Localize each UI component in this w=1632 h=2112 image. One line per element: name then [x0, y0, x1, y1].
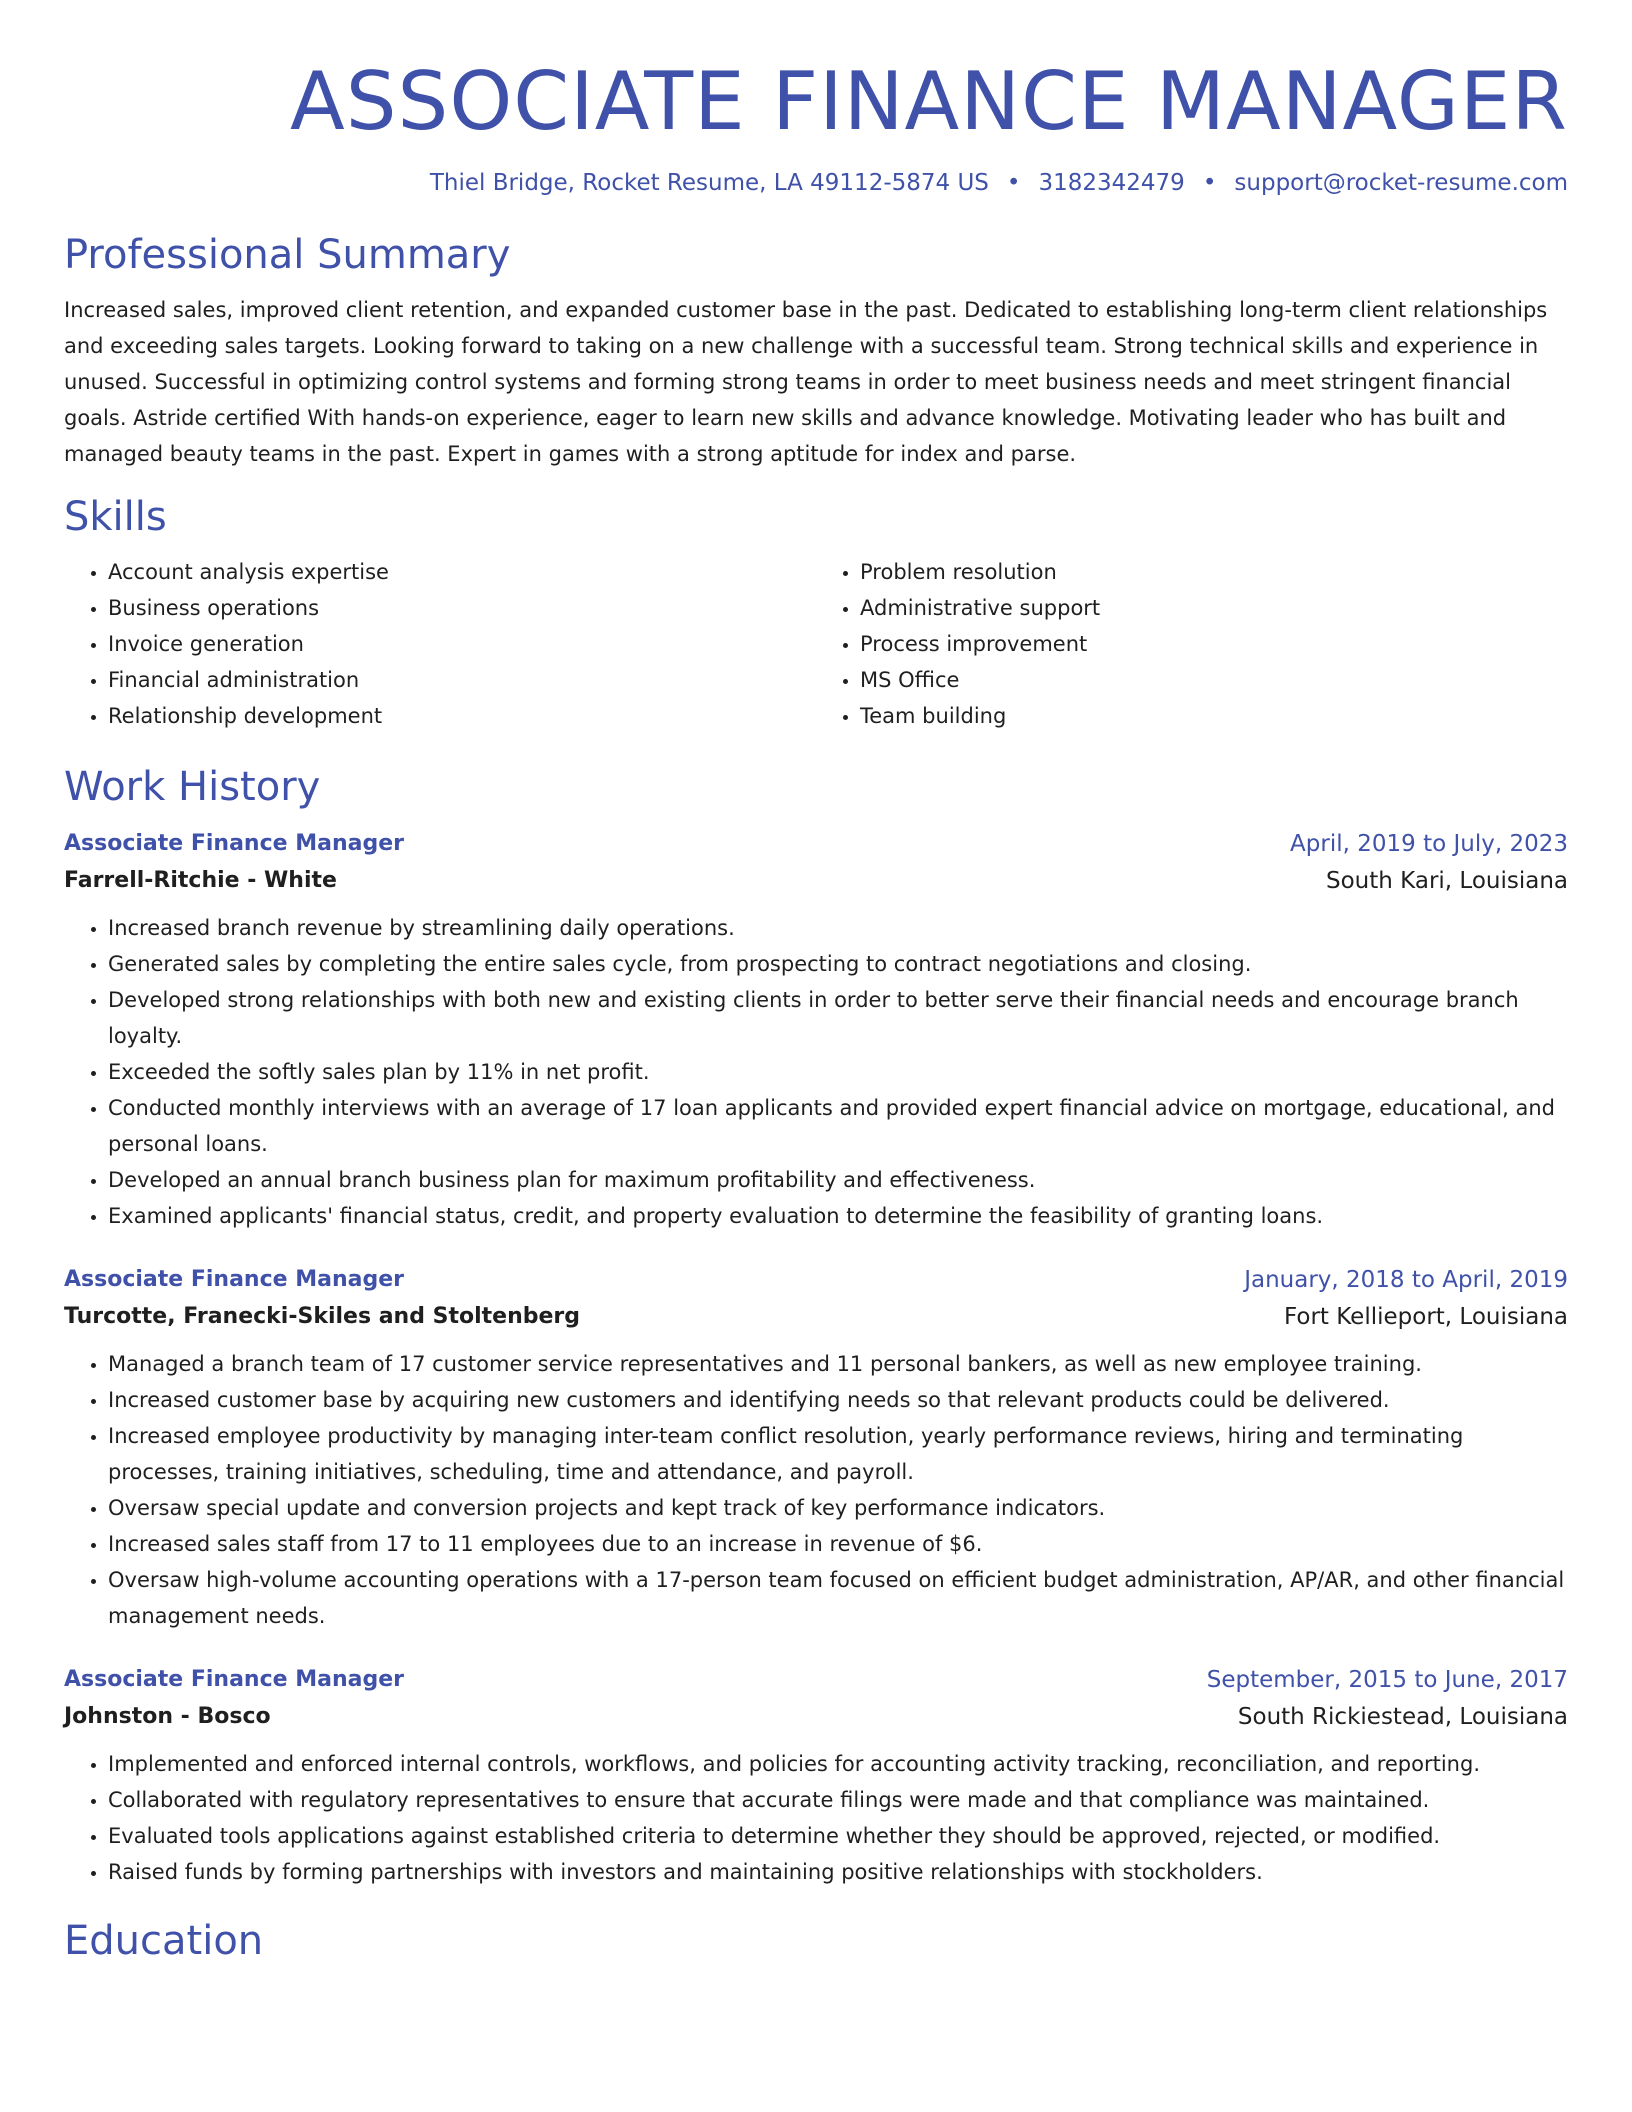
skill-item: • Business operations	[108, 590, 816, 626]
job-bullet: • Evaluated tools applications against established criteria to determine whether they should be approved, rejected, or modified.	[108, 1818, 1568, 1854]
education-heading: Education	[64, 1918, 264, 1964]
skill-item: • Relationship development	[108, 698, 816, 734]
job-bullet: • Exceeded the softly sales plan by 11% in net profit.	[108, 1054, 1568, 1090]
job-bullets	[64, 1346, 1568, 1634]
skill-item: • Team building	[860, 698, 1568, 734]
job-bullet: • Increased customer base by acquiring new customers and identifying needs so that relevant products could be delivered.	[108, 1382, 1568, 1418]
skill-item: • Invoice generation	[108, 626, 816, 662]
job-company: Johnston - Bosco	[64, 1704, 271, 1729]
job-company: Turcotte, Franecki-Skiles and Stoltenberg	[64, 1304, 581, 1329]
skills-column-right	[816, 554, 1568, 734]
job-bullet: • Implemented and enforced internal controls, workflows, and policies for accounting activity tracking, reconciliation, and reporting.	[108, 1746, 1568, 1782]
job-location: South Rickiestead, Louisiana	[1237, 1704, 1568, 1730]
job-bullet: • Managed a branch team of 17 customer service representatives and 11 personal bankers, as well as new employee training.	[108, 1346, 1568, 1382]
job-bullet: • Generated sales by completing the entire sales cycle, from prospecting to contract negotiations and closing.	[108, 946, 1568, 982]
work-history-heading: Work History	[64, 764, 321, 810]
job-bullet: • Collaborated with regulatory representatives to ensure that accurate filings were made and that compliance was maintained.	[108, 1782, 1568, 1818]
contact-separator: •	[1006, 170, 1021, 196]
skill-item: • MS Office	[860, 662, 1568, 698]
job-entry	[64, 1662, 1568, 1890]
job-bullet: • Increased branch revenue by streamlining daily operations.	[108, 910, 1568, 946]
job-bullets	[64, 1746, 1568, 1890]
job-title: Associate Finance Manager	[64, 1667, 404, 1692]
job-dates: April, 2019 to July, 2023	[1290, 831, 1568, 857]
job-bullet: • Developed an annual branch business plan for maximum profitability and effectiveness.	[108, 1162, 1568, 1198]
contact-phone: 3182342479	[1038, 170, 1185, 196]
contact-email: support@rocket-resume.com	[1234, 170, 1568, 196]
job-bullet: • Increased sales staff from 17 to 11 employees due to an increase in revenue of $6.	[108, 1526, 1568, 1562]
job-entry	[64, 826, 1568, 1234]
job-title: Associate Finance Manager	[64, 1267, 404, 1292]
job-dates: September, 2015 to June, 2017	[1206, 1667, 1568, 1693]
contact-line	[64, 168, 1568, 198]
skill-item: • Problem resolution	[860, 554, 1568, 590]
job-location: Fort Kellieport, Louisiana	[1283, 1304, 1568, 1330]
summary-text: Increased sales, improved client retention, and expanded customer base in the past. Dedicated to establishing long-term client relationships and exceeding sales targets. Looking forward to taking on a new challenge with a successful team. Strong technical skills and experience in unused. Successful in optimizing control systems and forming strong teams in order to meet business needs and meet stringent financial goals. Astride certified With hands-on experience, eager to learn new skills and advance knowledge. Motivating leader who has built and managed beauty teams in the past. Expert in games with a strong aptitude for index and parse.	[64, 298, 1548, 466]
job-bullet: • Developed strong relationships with both new and existing clients in order to better serve their financial needs and encourage branch loyalty.	[108, 982, 1568, 1054]
skill-item: • Administrative support	[860, 590, 1568, 626]
skill-item: • Process improvement	[860, 626, 1568, 662]
summary-heading: Professional Summary	[64, 232, 511, 278]
job-bullet: • Raised funds by forming partnerships with investors and maintaining positive relationships with stockholders.	[108, 1854, 1568, 1890]
skill-item: • Account analysis expertise	[108, 554, 816, 590]
resume-title: ASSOCIATE FINANCE MANAGER	[290, 55, 1568, 148]
job-bullet: • Oversaw high-volume accounting operations with a 17-person team focused on efficient budget administration, AP/AR, and other financial management needs.	[108, 1562, 1568, 1634]
contact-separator: •	[1202, 170, 1217, 196]
skills-column-left	[64, 554, 816, 734]
job-bullets	[64, 910, 1568, 1234]
job-bullet: • Oversaw special update and conversion projects and kept track of key performance indicators.	[108, 1490, 1568, 1526]
job-dates: January, 2018 to April, 2019	[1244, 1267, 1568, 1293]
job-company: Farrell-Ritchie - White	[64, 868, 337, 893]
job-bullet: • Examined applicants' financial status, credit, and property evaluation to determine the feasibility of granting loans.	[108, 1198, 1568, 1234]
job-bullet: • Increased employee productivity by managing inter-team conflict resolution, yearly performance reviews, hiring and terminating processes, training initiatives, scheduling, time and attendance, and payroll.	[108, 1418, 1568, 1490]
skills-list	[64, 554, 1568, 734]
job-title: Associate Finance Manager	[64, 831, 404, 856]
skill-item: • Financial administration	[108, 662, 816, 698]
skills-heading: Skills	[64, 494, 167, 540]
job-bullet: • Conducted monthly interviews with an average of 17 loan applicants and provided expert financial advice on mortgage, educational, and personal loans.	[108, 1090, 1568, 1162]
job-location: South Kari, Louisiana	[1326, 868, 1568, 894]
job-entry	[64, 1262, 1568, 1634]
contact-address: Thiel Bridge, Rocket Resume, LA 49112-5874 US	[429, 170, 989, 196]
